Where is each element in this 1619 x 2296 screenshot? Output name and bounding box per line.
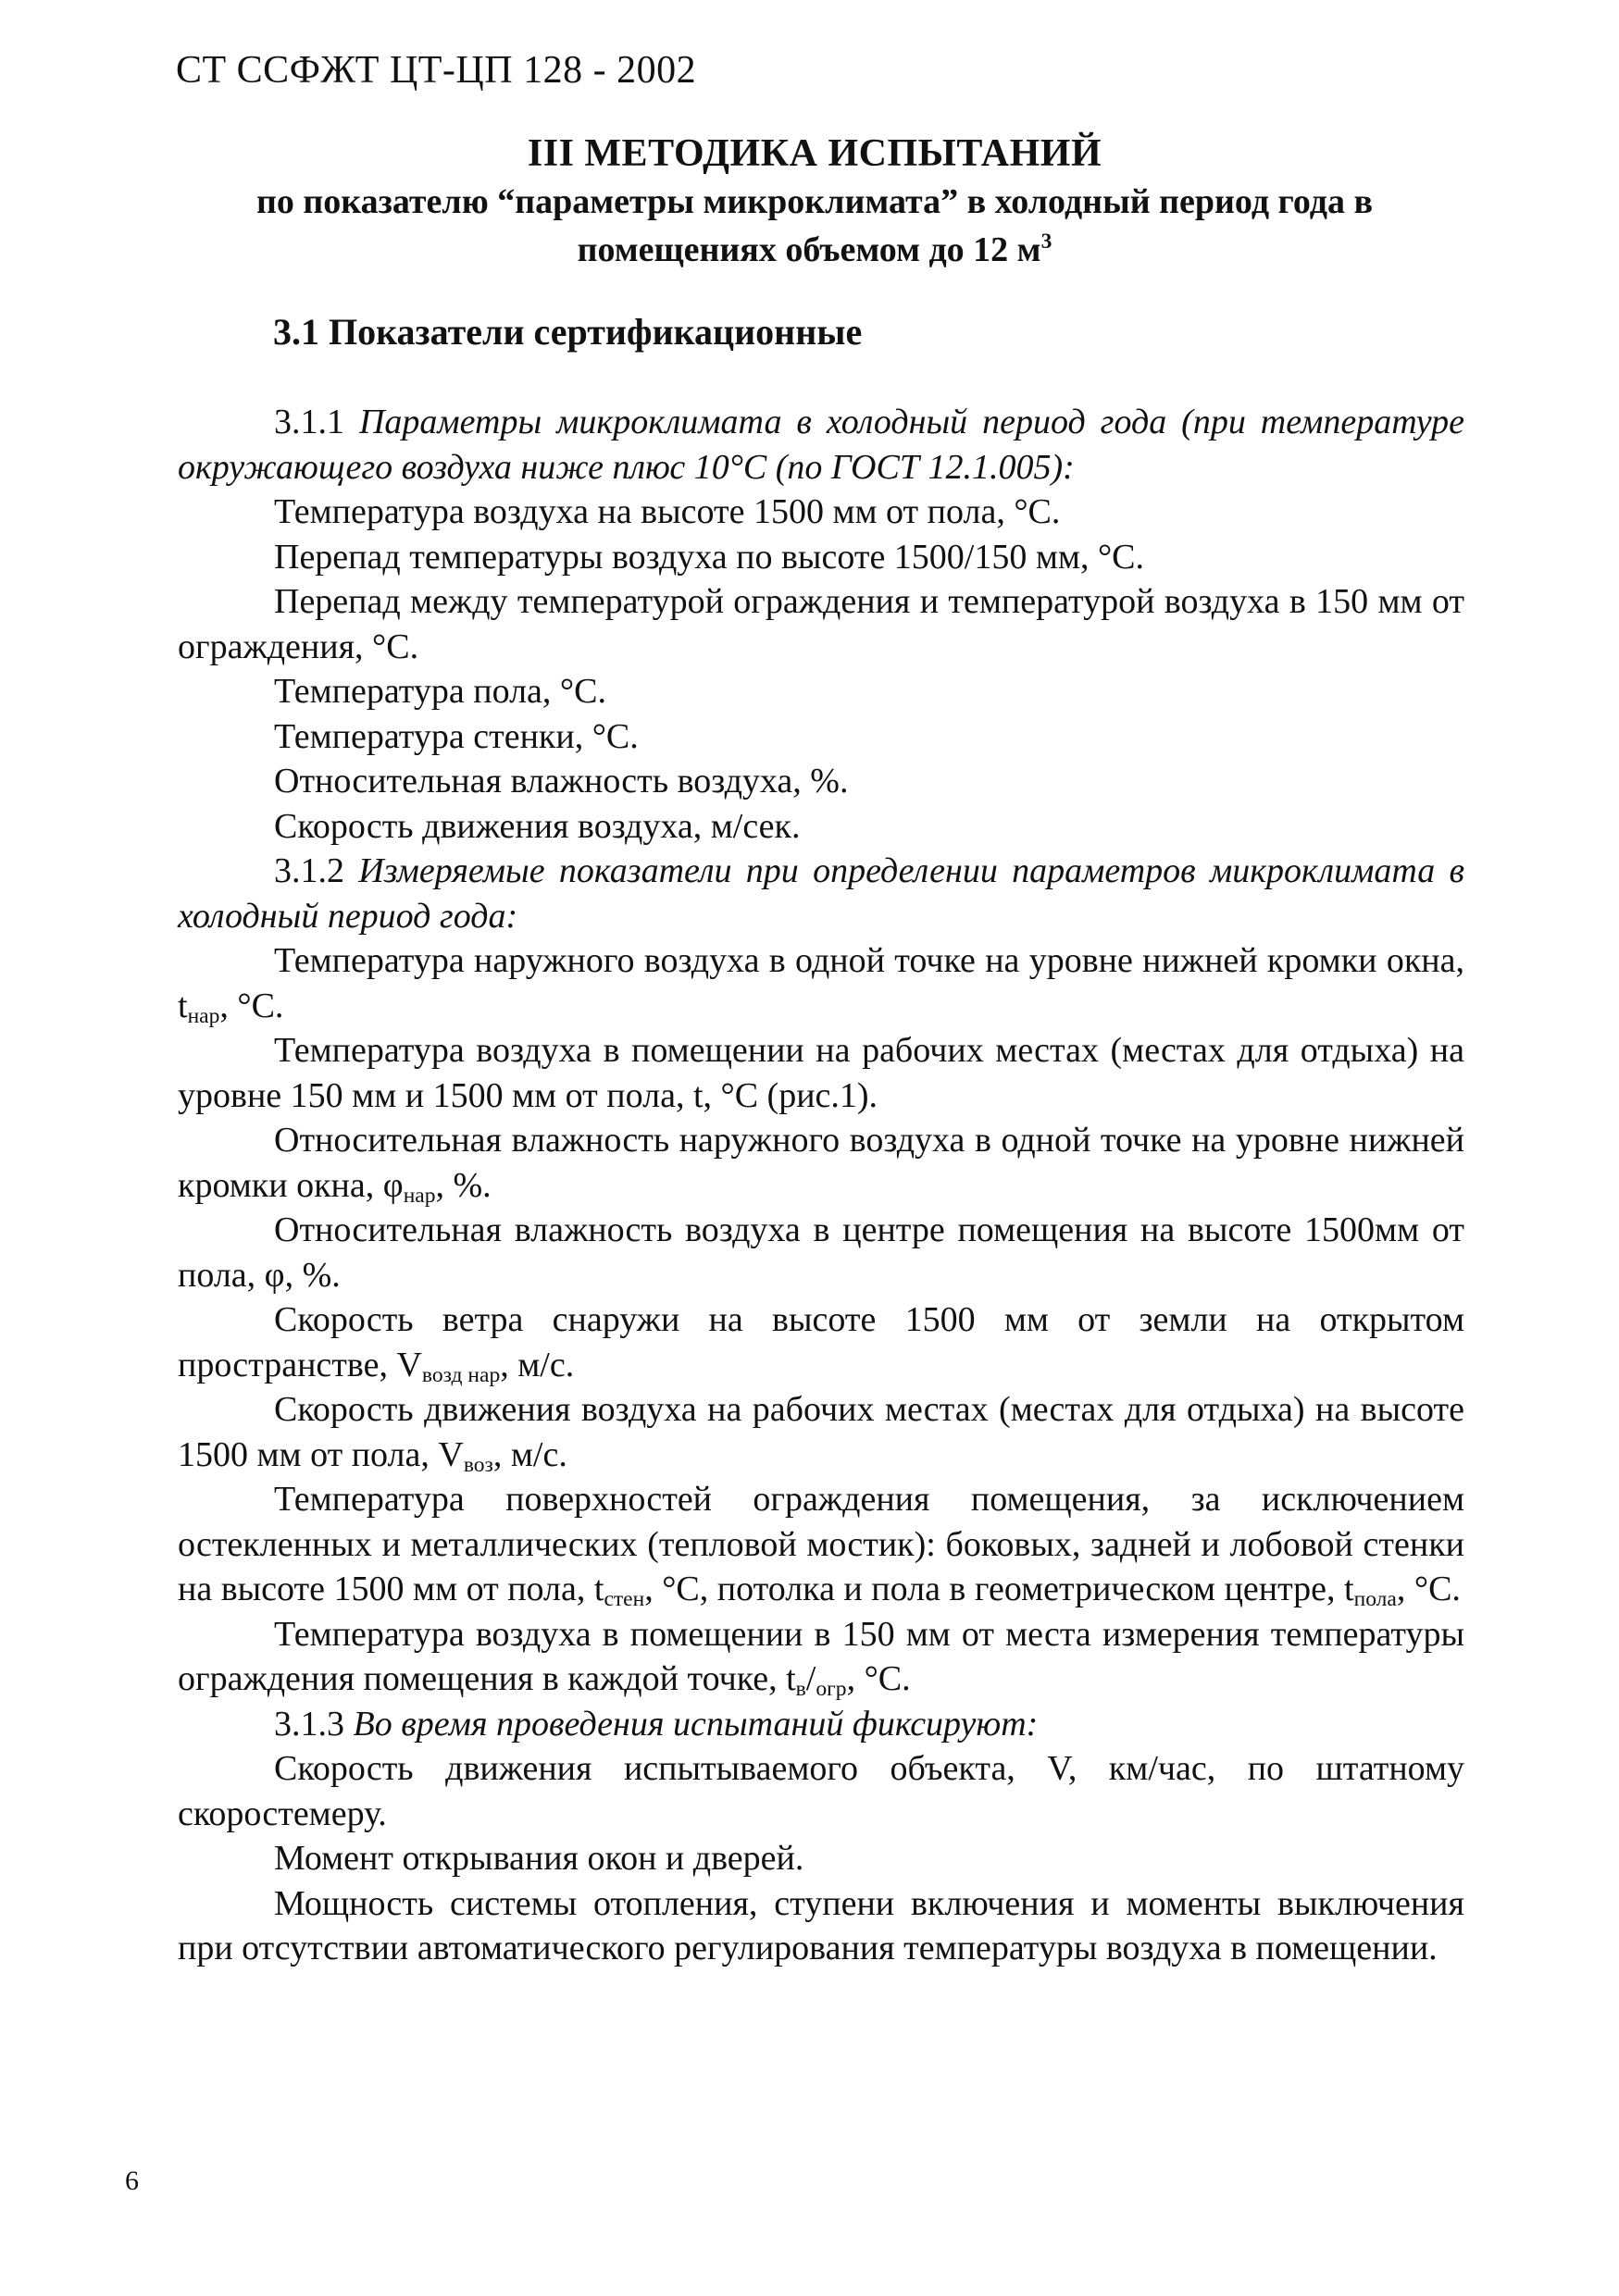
text-run: , °С. [846,1659,911,1698]
list-item: Температура воздуха на высоте 1500 мм от пола, °С. [274,492,1061,531]
text-run: Температура наружного воздуха в одной точке на уровне нижней кромки окна, t [178,941,1464,1025]
title-block [167,130,1463,274]
list-item: Температура стенки, °С. [274,716,639,756]
subscript: воз [463,1452,493,1477]
text-run: Скорость движения воздуха на рабочих местах (местах для отдыха) на высоте 1500 мм от пола, V [178,1390,1464,1474]
section-subtitle-line-1: по показателю “параметры микроклимата” в холодный период года в [255,182,1374,221]
list-item: Температура пола, °С. [274,672,606,711]
text-run: , °С. [1396,1570,1461,1608]
clause-title: Параметры микроклимата в холодный период года (при температуре окружающего воздуха ниже плюс 10°С (по ГОСТ 12.1.005): [178,403,1464,487]
list-item [178,1118,1464,1208]
subsection-heading: 3.1 Показатели сертификационные [273,311,863,353]
subscript: в [795,1676,806,1701]
cubic-superscript: 3 [1040,229,1052,254]
subscript: огр [816,1676,847,1701]
list-item: Относительная влажность воздуха в центре помещения на высоте 1500мм от пола, φ, %. [178,1210,1464,1295]
clause-3-1-3-heading [178,1702,1464,1747]
list-item: Температура воздуха в помещении на рабочих местах (местах для отдыха) на уровне 150 мм и 1500 мм от пола, t, °С (рис.1). [178,1031,1464,1115]
text-run: Относительная влажность наружного воздуха в одной точке на уровне нижней кромки окна, φ [178,1121,1464,1205]
list-item [178,1612,1464,1702]
subscript: стен [604,1586,645,1611]
clause-number: 3.1.3 [274,1704,354,1744]
clause-number: 3.1.2 [274,851,359,890]
list-item: Скорость движения испытываемого объекта, V, км/час, по штатному скоростемеру. [178,1749,1464,1833]
list-item: Относительная влажность воздуха, %. [274,762,849,800]
text-run: , м/с. [500,1345,575,1384]
text-run: Температура воздуха в помещении в 150 мм от места измерения температуры ограждения помещения в каждой точке, t [178,1614,1464,1698]
clause-3-1-1-heading [178,400,1464,490]
list-item [178,938,1464,1028]
text-run: Температура поверхностей ограждения помещения, за исключением остекленных и металлических (тепловой мостик): боковых, задней и лобовой стенки на высоте 1500 мм от пола, t [178,1480,1464,1608]
list-item: Перепад между температурой ограждения и температурой воздуха в 150 мм от ограждения, °С. [178,582,1464,666]
list-item: Перепад температуры воздуха по высоте 1500/150 мм, °С. [274,537,1144,577]
clause-title: Во время проведения испытаний фиксируют: [353,1704,1039,1744]
text-run: / [805,1659,816,1698]
section-title: III МЕТОДИКА ИСПЫТАНИЙ [527,132,1102,175]
list-item: Скорость движения воздуха, м/сек. [274,806,801,846]
subscript: нар [403,1183,436,1208]
list-item [178,1297,1464,1387]
text-run: , м/с. [492,1434,567,1474]
list-item: Момент открывания окон и дверей. [274,1839,804,1878]
clause-number: 3.1.1 [274,403,359,441]
clause-3-1-2-heading [178,849,1464,938]
text-run: Скорость ветра снаружи на высоте 1500 мм от земли на открытом пространстве, V [178,1300,1464,1384]
text-run: , %. [435,1165,492,1205]
clause-title: Измеряемые показатели при определении параметров микроклимата в холодный период года: [178,851,1464,936]
text-run: , °С. [219,986,284,1025]
subscript: нар [187,1003,220,1028]
subscript: возд нар [421,1362,501,1387]
document-code-header: СТ ССФЖТ ЦТ-ЦП 128 - 2002 [176,49,697,92]
text-run: , °С, потолка и пола в геометрическом центре, t [644,1570,1354,1608]
subscript: пола [1353,1586,1397,1611]
list-item: Мощность системы отопления, ступени включения и моменты выключения при отсутствии автоматического регулирования температуры воздуха в помещении. [178,1883,1464,1967]
section-subtitle-line-2 [167,226,1463,274]
list-item [178,1477,1464,1612]
body-text [178,400,1464,1971]
subtitle-text: помещениях объемом до 12 м [577,230,1041,269]
page-number: 6 [125,2166,139,2196]
list-item [178,1387,1464,1477]
